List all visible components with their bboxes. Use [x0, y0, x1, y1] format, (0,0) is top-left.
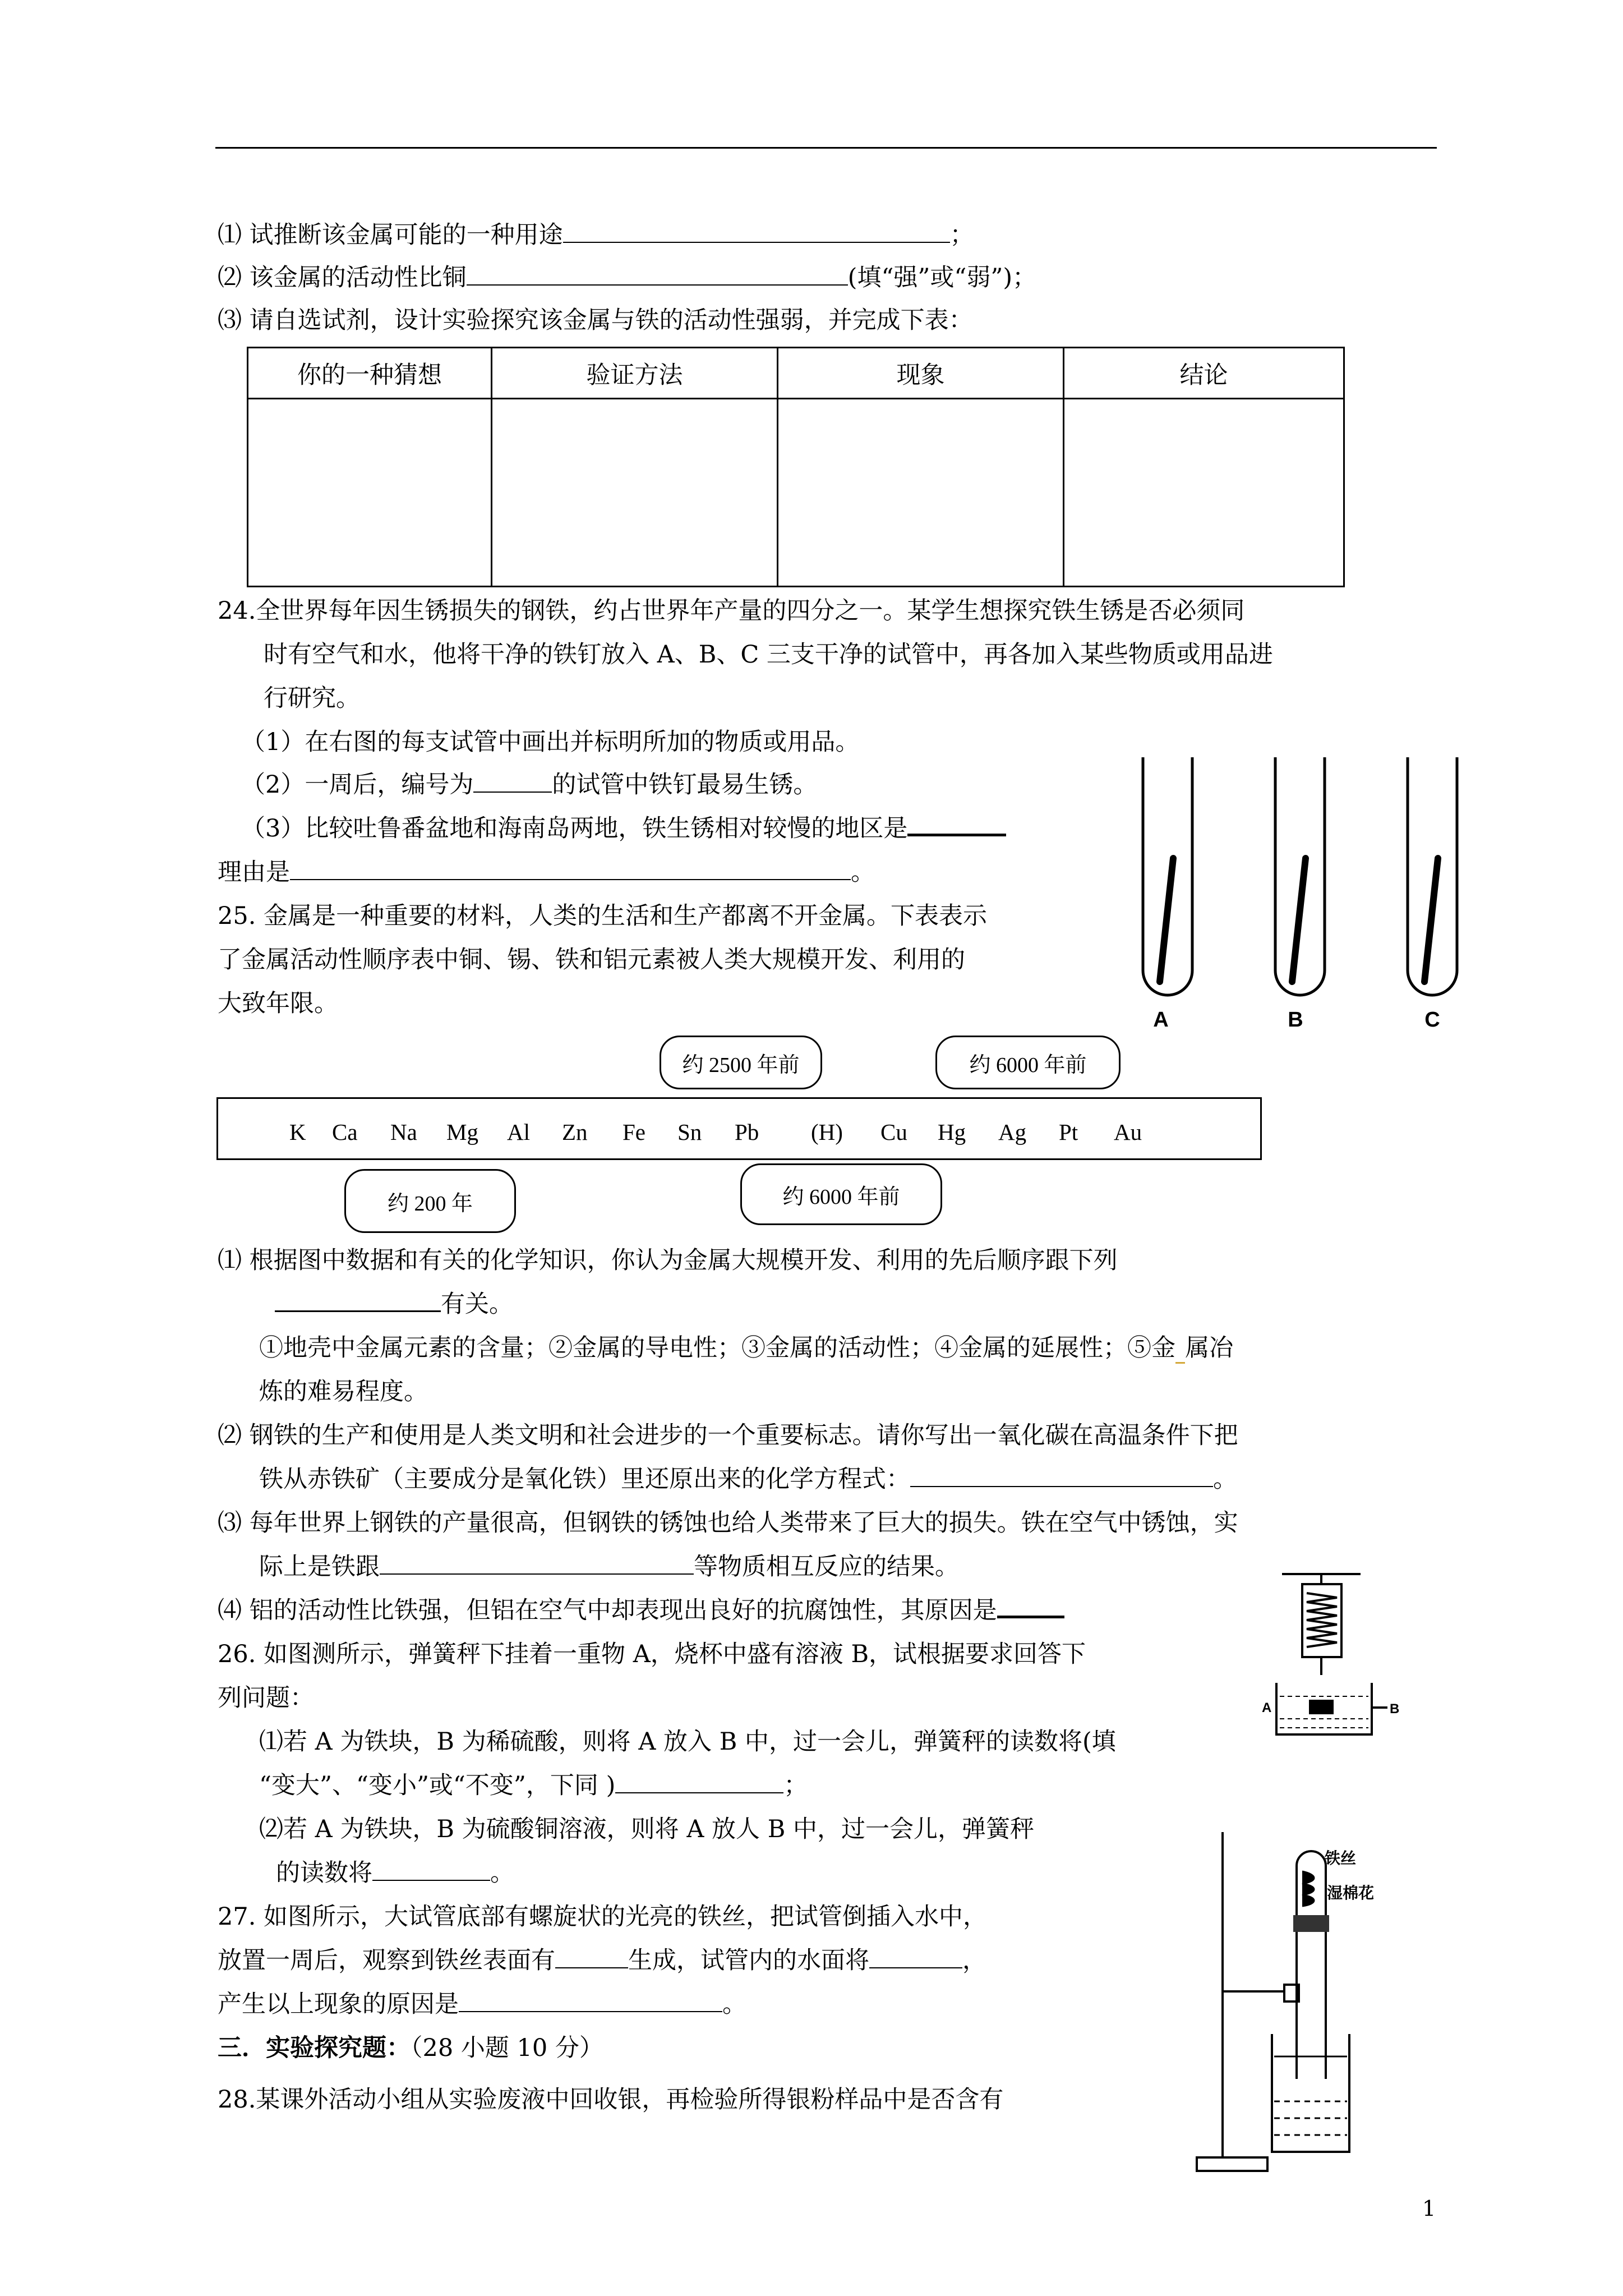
- q25-line3: 大致年限。: [218, 990, 338, 1018]
- q26-sub2b: 的读数将 。: [276, 1859, 514, 1887]
- fig-label-iron-wire: 铁丝: [1325, 1849, 1357, 1867]
- metal-al: Al: [507, 1119, 530, 1145]
- tube-label-a: A: [1153, 1008, 1169, 1032]
- table-header: 现象: [778, 348, 1064, 399]
- metal-zn: Zn: [562, 1119, 588, 1145]
- metal-pb: Pb: [735, 1119, 759, 1145]
- fig-label-a: A: [1262, 1700, 1272, 1715]
- q25-p1: ⑴ 根据图中数据和有关的化学知识，你认为金属大规模开发、利用的先后顺序跟下列: [218, 1246, 1118, 1274]
- q26-sub2: ⑵若 A 为铁块，B 为硫酸铜溶液，则将 A 放人 B 中，过一会儿，弹簧秤: [259, 1815, 1034, 1843]
- experiment-table: [247, 347, 1345, 587]
- q28-line1: 28.某课外活动小组从实验废液中回收银，再检验所得银粉样品中是否含有: [218, 2086, 1004, 2114]
- q24-line1: 24.全世界每年因生锈损失的钢铁，约占世界年产量的四分之一。某学生想探究铁生锈是否必须同: [218, 597, 1245, 625]
- q25-p3: ⑶ 每年世界上钢铁的产量很高，但钢铁的锈蚀也给人类带来了巨大的损失。铁在空气中锈蚀，实: [218, 1509, 1238, 1537]
- table-header: 你的一种猜想: [248, 348, 492, 399]
- q25-p2b: 铁从赤铁矿（主要成分是氧化铁）里还原出来的化学方程式： 。: [259, 1465, 1237, 1493]
- metal-h: (H): [811, 1119, 843, 1145]
- bubble-6000-bottom: 约 6000 年前: [740, 1163, 942, 1225]
- header-rule: [215, 147, 1437, 149]
- q24-sub1: （1）在右图的每支试管中画出并标明所加的物质或用品。: [241, 728, 860, 756]
- bubble-200: 约 200 年: [344, 1169, 516, 1233]
- q25-p3b: 际上是铁跟 等物质相互反应的结果。: [259, 1553, 959, 1581]
- table-header: 验证方法: [492, 348, 778, 399]
- q27-line2: 放置一周后，观察到铁丝表面有 生成，试管内的水面将 ，: [218, 1947, 986, 1975]
- table-cell[interactable]: [248, 399, 492, 587]
- q24-line2: 时有空气和水，他将干净的铁钉放入 A、B、C 三支干净的试管中，再各加入某些物质或用品进: [264, 641, 1273, 669]
- metal-cu: Cu: [880, 1119, 907, 1145]
- q26-line1: 26. 如图测所示，弹簧秤下挂着一重物 A，烧杯中盛有溶液 B，试根据要求回答下: [218, 1640, 1086, 1668]
- fig-label-b: B: [1390, 1701, 1400, 1717]
- metal-ag: Ag: [998, 1119, 1027, 1145]
- q27-line1: 27. 如图所示，大试管底部有螺旋状的光亮的铁丝，把试管倒插入水中，: [218, 1903, 988, 1931]
- metal-sn: Sn: [677, 1119, 702, 1145]
- q27-line3: 产生以上现象的原因是 。: [218, 1990, 746, 2018]
- bubble-6000-top: 约 6000 年前: [935, 1036, 1121, 1089]
- q24-sub3: （3）比较吐鲁番盆地和海南岛两地，铁生锈相对较慢的地区是: [241, 817, 1006, 841]
- q23-line2: ⑵ 该金属的活动性比铜 (填“强”或“弱”)；: [218, 264, 1037, 292]
- q25-line1: 25. 金属是一种重要的材料，人类的生活和生产都离不开金属。下表表示: [218, 902, 988, 930]
- metal-au: Au: [1114, 1119, 1142, 1145]
- iron-stand-figure: [1178, 1821, 1413, 2180]
- q26-sub1b: “变大”、“变小”或“不变”，下同 ) ；: [259, 1772, 808, 1800]
- q25-p4: ⑷ 铝的活动性比铁强，但铝在空气中却表现出良好的抗腐蚀性，其原因是: [218, 1599, 1064, 1623]
- q23-line1: ⑴ 试推断该金属可能的一种用途 ；: [218, 221, 974, 249]
- q24-reason: 理由是 。: [218, 858, 875, 886]
- q25-p1-end: 有关。: [275, 1292, 513, 1317]
- tube-label-b: B: [1288, 1008, 1303, 1032]
- table-cell[interactable]: [492, 399, 778, 587]
- q25-line2: 了金属活动性顺序表中铜、锡、铁和铝元素被人类大规模开发、利用的: [218, 946, 965, 974]
- metal-mg: Mg: [446, 1119, 478, 1145]
- metal-ca: Ca: [332, 1119, 358, 1145]
- q25-p1-options: ①地壳中金属元素的含量；②金属的导电性；③金属的活动性；④金属的延展性；⑤金 属冶: [259, 1336, 1233, 1360]
- test-tubes-figure: [1127, 746, 1497, 1038]
- q23-line3: ⑶ 请自选试剂，设计实验探究该金属与铁的活动性强弱，并完成下表：: [218, 306, 973, 334]
- tube-label-c: C: [1424, 1008, 1440, 1032]
- table-header: 结论: [1064, 348, 1344, 399]
- metal-pt: Pt: [1059, 1119, 1078, 1145]
- section3-heading: 三．实验探究题：（28 小题 10 分）: [218, 2034, 603, 2062]
- metal-fe: Fe: [623, 1119, 645, 1145]
- spring-scale-figure: [1260, 1571, 1417, 1761]
- q26-line2: 列问题：: [218, 1684, 314, 1712]
- metal-k: K: [289, 1119, 306, 1145]
- table-cell[interactable]: [778, 399, 1064, 587]
- bubble-2500: 约 2500 年前: [660, 1036, 822, 1089]
- q24-line3: 行研究。: [264, 684, 360, 712]
- metal-na: Na: [390, 1119, 417, 1145]
- fig-label-wet-cotton: 湿棉花: [1327, 1884, 1375, 1902]
- q25-p1-options-2: 炼的难易程度。: [259, 1378, 428, 1406]
- page-number: 1: [1422, 2196, 1436, 2221]
- table-cell[interactable]: [1064, 399, 1344, 587]
- q24-sub2: （2）一周后，编号为 的试管中铁钉最易生锈。: [241, 771, 818, 799]
- metal-hg: Hg: [938, 1119, 966, 1145]
- q25-p2: ⑵ 钢铁的生产和使用是人类文明和社会进步的一个重要标志。请你写出一氧化碳在高温条件下把: [218, 1421, 1238, 1450]
- q26-sub1: ⑴若 A 为铁块，B 为稀硫酸，则将 A 放入 B 中，过一会儿，弹簧秤的读数将(填: [259, 1728, 1116, 1756]
